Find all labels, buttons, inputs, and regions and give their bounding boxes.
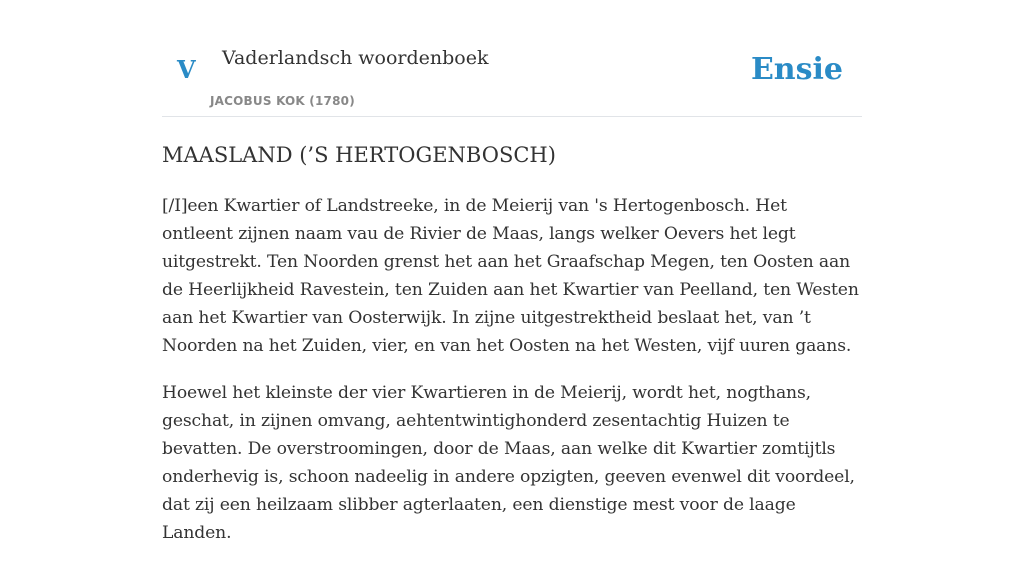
entry-paragraph: Hoewel het kleinste der vier Kwartieren in de Meierij, wordt het, nogthans, geschat, in zijnen omvang, aehtentwintighonderd zesentachtig Huizen te bevatten. De overstroomingen, door de Maas, aan welke dit Kwartier zomtijtls onderhevig is, schoon nadeelig in andere opzigten, geeven evenwel dit voordeel, dat zij een heilzaam slibber agterlaaten, een dienstige mest voor de laage Landen. [162, 383, 855, 543]
page-container [162, 0, 862, 543]
entry-body [162, 192, 862, 566]
book-title-link[interactable]: Vaderlandsch woordenboek [222, 47, 489, 69]
book-author: JACOBUS KOK (1780) [210, 94, 355, 108]
entry-title: MAASLAND (’S HERTOGENBOSCH) [162, 143, 556, 167]
book-header [162, 0, 862, 117]
entry-paragraph: [/I]een Kwartier of Landstreeke, in de Meierij van 's Hertogenbosch. Het ontleent zijnen naam vau de Rivier de Maas, langs welker Oevers het legt uitgestrekt. Ten Noorden grenst het aan het Graafschap Megen, ten Oosten aan de Heerlijkheid Ravestein, ten Zuiden aan het Kwartier van Peelland, ten Westen aan het Kwartier van Oosterwijk. In zijne uitgestrektheid beslaat het, van ’t Noorden na het Zuiden, vier, en van het Oosten na het Westen, vijf uuren gaans. [162, 196, 859, 356]
book-letter-link[interactable]: V [177, 55, 196, 84]
ensie-logo-link[interactable]: Ensie [750, 52, 843, 87]
